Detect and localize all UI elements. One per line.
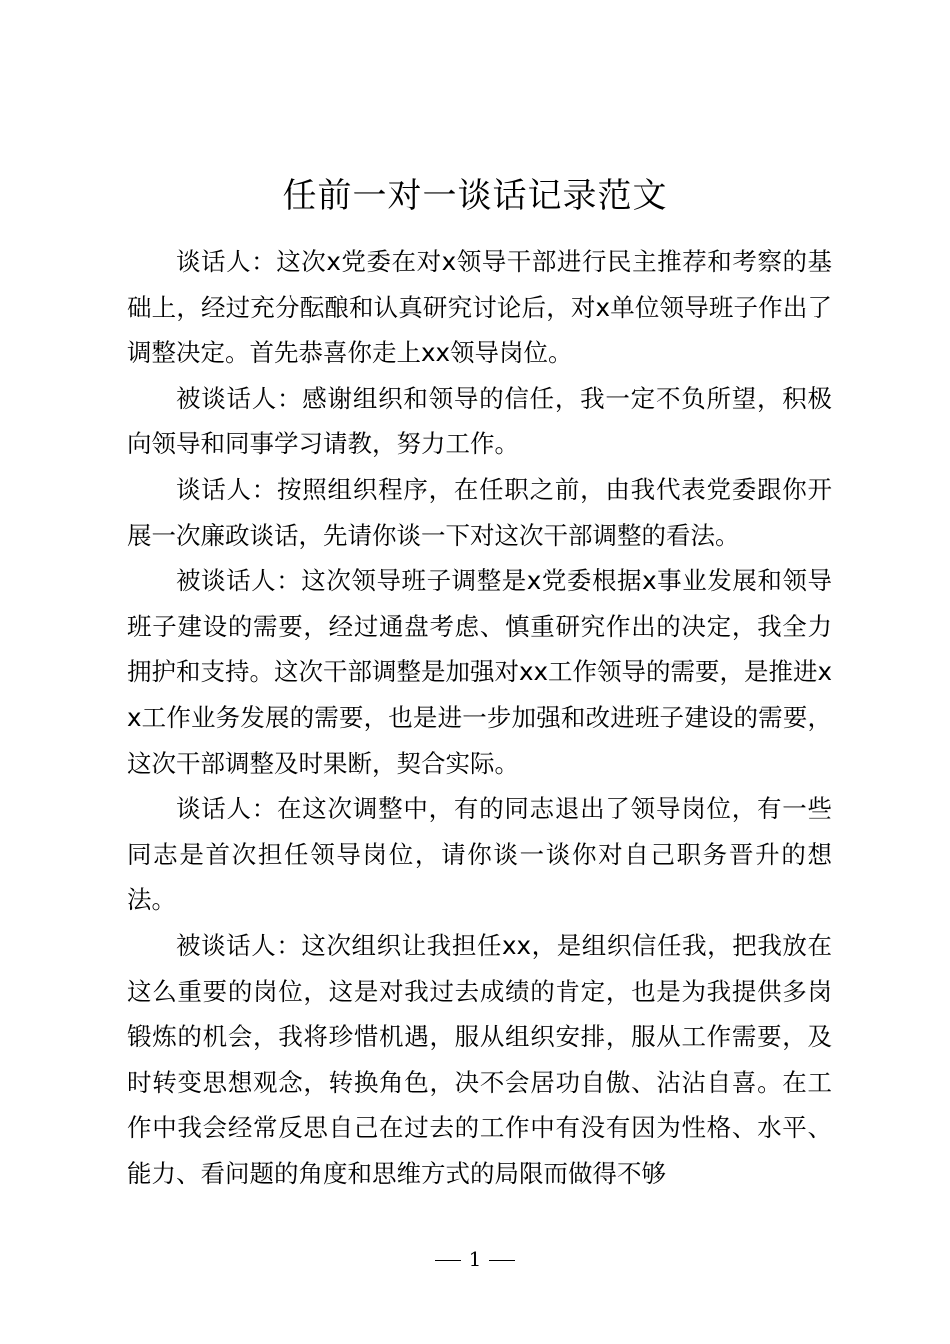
page-number: 1 [468, 1247, 482, 1271]
paragraph: 被谈话人：这次组织让我担任xx，是组织信任我，把我放在这么重要的岗位，这是对我过去成绩的肯定，也是为我提供多岗锻炼的机会，我将珍惜机遇，服从组织安排，服从工作需要，及时转变思想观念，转换角色，决不会居功自傲、沾沾自喜。在工作中我会经常反思自己在过去的工作中有没有因为性格、水平、能力、看问题的角度和思维方式的局限而做得不够 [127, 930, 832, 1188]
paragraph: 被谈话人：感谢组织和领导的信任，我一定不负所望，积极向领导和同事学习请教，努力工作。 [127, 383, 832, 459]
paragraph: 谈话人：这次x党委在对x领导干部进行民主推荐和考察的基础上，经过充分酝酿和认真研究讨论后，对x单位领导班子作出了调整决定。首先恭喜你走上xx领导岗位。 [127, 247, 832, 368]
footer-dash-right [489, 1260, 515, 1261]
page-footer [0, 1244, 950, 1274]
paragraph: 被谈话人：这次领导班子调整是x党委根据x事业发展和领导班子建设的需要，经过通盘考虑、慎重研究作出的决定，我全力拥护和支持。这次干部调整是加强对xx工作领导的需要，是推进xx工作业务发展的需要，也是进一步加强和改进班子建设的需要，这次干部调整及时果断，契合实际。 [127, 566, 832, 778]
paragraph: 谈话人：按照组织程序，在任职之前，由我代表党委跟你开展一次廉政谈话，先请你谈一下对这次干部调整的看法。 [127, 474, 832, 550]
document-body [127, 239, 832, 1196]
paragraph: 谈话人：在这次调整中，有的同志退出了领导岗位，有一些同志是首次担任领导岗位，请你谈一谈你对自己职务晋升的想法。 [127, 794, 832, 915]
document-title: 任前一对一谈话记录范文 [282, 176, 668, 216]
footer-dash-left [435, 1260, 461, 1261]
